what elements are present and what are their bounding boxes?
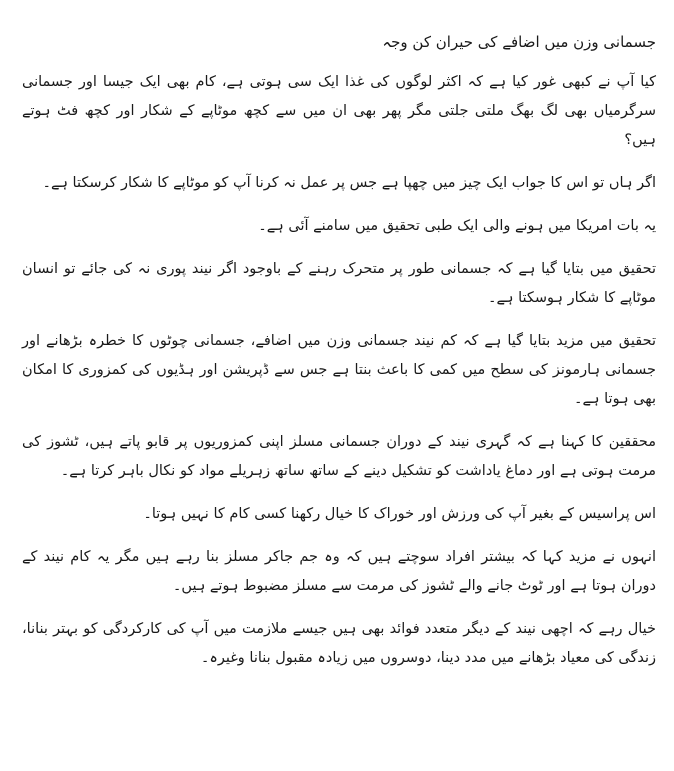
article-paragraph: اگر ہاں تو اس کا جواب ایک چیز میں چھپا ہے جس پر عمل نہ کرنا آپ کو موٹاپے کا شکار کرسکتا ہے۔	[42, 175, 656, 191]
article-paragraph: تحقیق میں مزید بتایا گیا ہے کہ کم نیند جسمانی وزن میں اضافے، جسمانی چوٹوں کا خطرہ بڑھانے اور جسمانی ہارمونز کی سطح میں کمی کا باعث بنتا ہے جس سے ڈپریشن اور ہڈیوں کی کمزوری کا امکان بھی ہوتا ہے۔	[22, 333, 656, 407]
article-paragraph: اس پراسیس کے بغیر آپ کی ورزش اور خوراک کا خیال رکھنا کسی کام کا نہیں ہوتا۔	[143, 506, 656, 522]
article-paragraph: تحقیق میں بتایا گیا ہے کہ جسمانی طور پر متحرک رہنے کے باوجود اگر نیند پوری نہ کی جائے تو انسان موٹاپے کا شکار ہوسکتا ہے۔	[22, 261, 656, 306]
article-paragraph: انہوں نے مزید کہا کہ بیشتر افراد سوچتے ہیں کہ وہ جم جاکر مسلز بنا رہے ہیں مگر یہ کام نیند کے دوران ہوتا ہے اور ٹوٹ جانے والے ٹشوز کی مرمت سے مسلز مضبوط ہوتے ہیں۔	[22, 549, 656, 594]
article-paragraph: محققین کا کہنا ہے کہ گہری نیند کے دوران جسمانی مسلز اپنی کمزوریوں پر قابو پاتے ہیں، ٹشوز کی مرمت ہوتی ہے اور دماغ یاداشت کو تشکیل دینے کے ساتھ ساتھ زہریلے مواد کو نکال باہر کرتا ہے۔	[22, 434, 656, 479]
article-paragraph: کیا آپ نے کبھی غور کیا ہے کہ اکثر لوگوں کی غذا ایک سی ہوتی ہے، کام بھی ایک جیسا اور جسمانی سرگرمیاں بھی لگ بھگ ملتی جلتی مگر پھر بھی ان میں سے کچھ موٹاپے کے شکار اور کچھ فٹ ہوتے ہیں؟	[22, 74, 656, 148]
article-paragraph: خیال رہے کہ اچھی نیند کے دیگر متعدد فوائد بھی ہیں جیسے ملازمت میں آپ کی کارکردگی کو بہتر بنانا، زندگی کی معیاد بڑھانے میں مدد دینا، دوسروں میں زیادہ مقبول بنانا وغیرہ۔	[22, 621, 656, 666]
article-paragraph: یہ بات امریکا میں ہونے والی ایک طبی تحقیق میں سامنے آئی ہے۔	[258, 218, 656, 234]
article	[22, 30, 656, 687]
article-title: جسمانی وزن میں اضافے کی حیران کن وجہ	[382, 33, 656, 51]
